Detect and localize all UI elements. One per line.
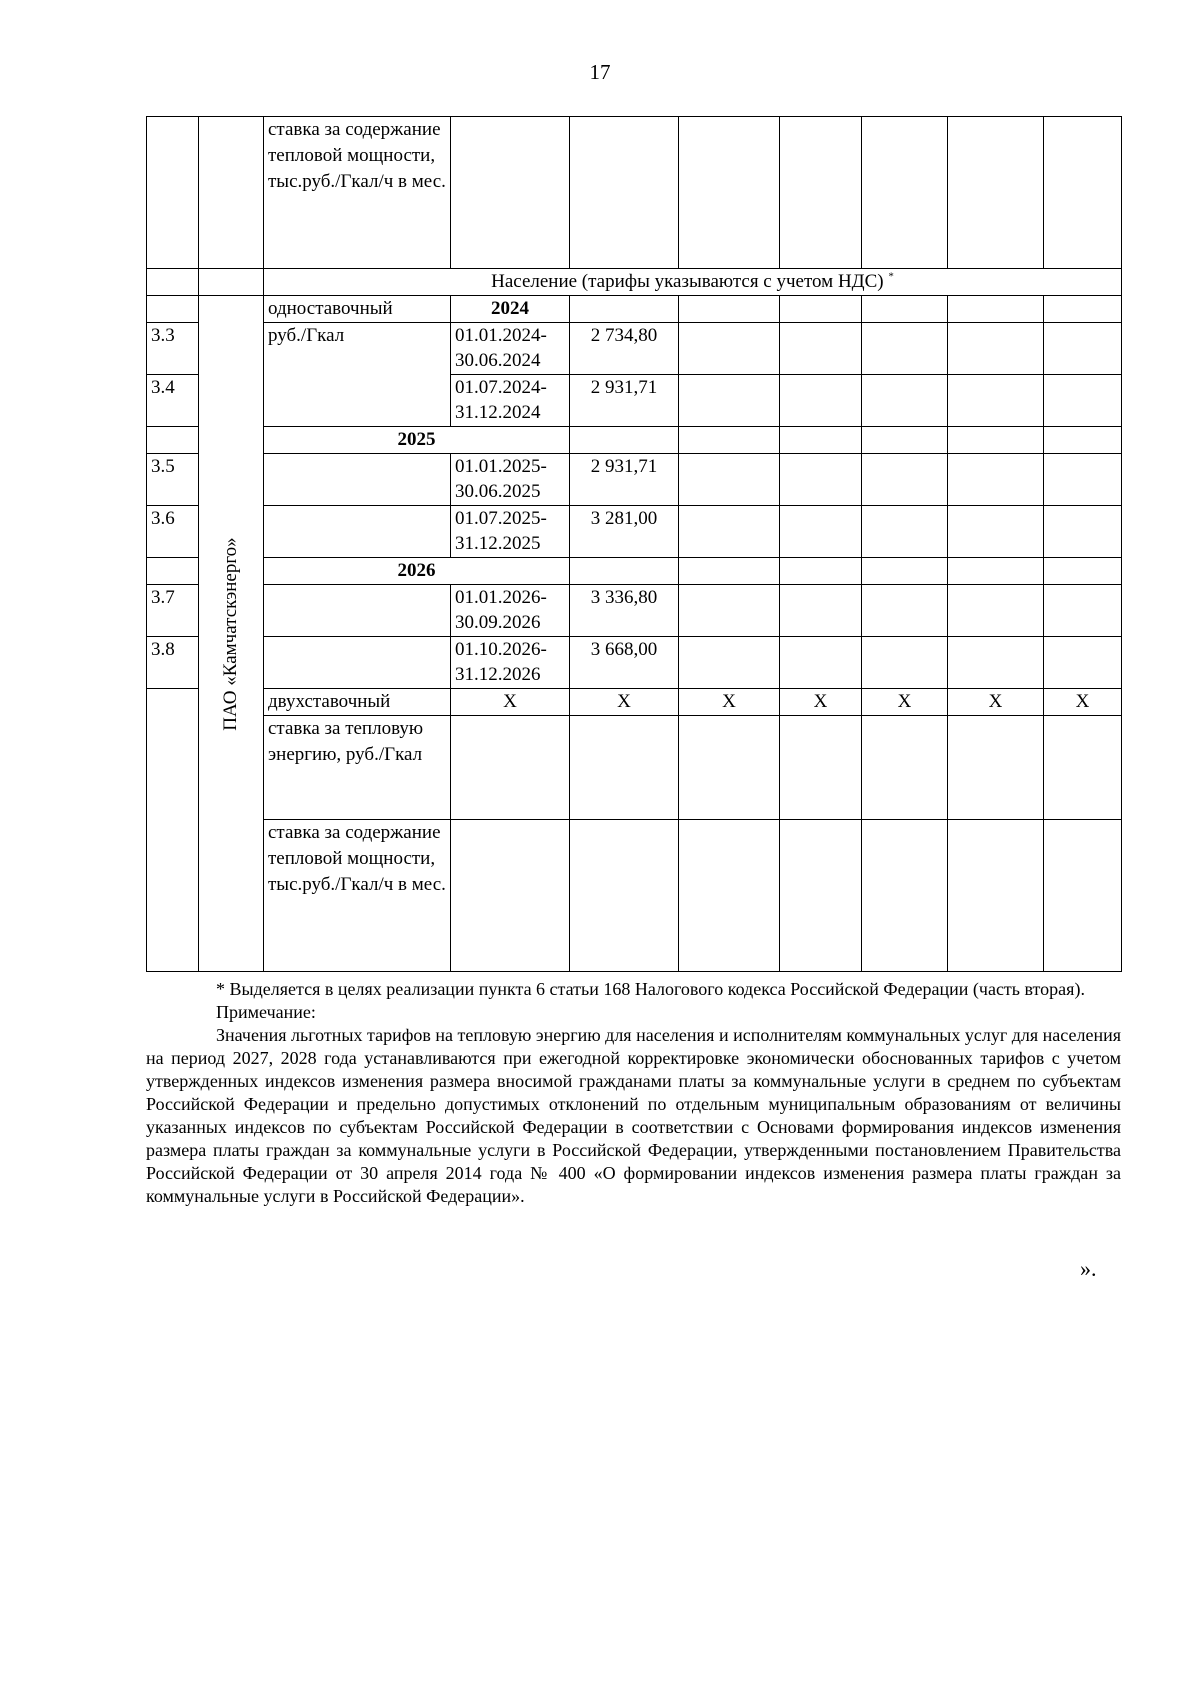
row-number: 3.4 <box>147 375 199 427</box>
table-row <box>147 427 1122 454</box>
page-number: 17 <box>589 60 611 84</box>
period-cell: 01.01.2025- 30.06.2025 <box>451 454 570 506</box>
table-row <box>147 454 1122 506</box>
x-mark: Х <box>570 689 679 716</box>
table-row <box>147 269 1122 296</box>
table-row <box>147 716 1122 820</box>
footer-notes <box>146 978 1121 1208</box>
table-row <box>147 117 1122 269</box>
org-cell-top <box>199 117 264 269</box>
x-mark: Х <box>780 689 862 716</box>
num-cell <box>147 689 199 972</box>
one-rate-unit: руб./Гкал <box>264 323 451 427</box>
table-row <box>147 296 1122 323</box>
table-row <box>147 689 1122 716</box>
capacity-rate-label: ставка за содержание тепловой мощности, тыс.руб./Гкал/ч в мес. <box>264 820 451 972</box>
period-cell: 01.07.2024- 31.12.2024 <box>451 375 570 427</box>
tariff-value: 3 668,00 <box>570 637 679 689</box>
one-rate-label: одноставочный <box>264 296 451 323</box>
x-mark: Х <box>948 689 1044 716</box>
period-cell: 01.01.2024- 30.06.2024 <box>451 323 570 375</box>
tariff-value: 3 281,00 <box>570 506 679 558</box>
table-row <box>147 637 1122 689</box>
tariff-value: 2 931,71 <box>570 454 679 506</box>
table-row <box>147 558 1122 585</box>
tariff-value: 2 931,71 <box>570 375 679 427</box>
x-mark: Х <box>862 689 948 716</box>
organization-name: ПАО «Камчатскэнерго» <box>220 536 241 731</box>
closing-quote: ». <box>1080 1256 1097 1281</box>
table-row <box>147 820 1122 972</box>
row-number: 3.8 <box>147 637 199 689</box>
section-header: Население (тарифы указываются с учетом НДС) * <box>264 269 1122 296</box>
organization-cell <box>199 296 264 972</box>
footnote: * Выделяется в целях реализации пункта 6 статьи 168 Налогового кодекса Российской Федерации (часть вторая). <box>216 979 1085 999</box>
note-text: Значения льготных тарифов на тепловую энергию для населения и исполнителям коммунальных услуг для населения на период 2027, 2028 года устанавливаются при ежегодной корректировке экономически обоснованных тарифов с учетом утвержденных индексов изменения размера вносимой гражданами платы за коммунальные услуги в среднем по субъектам Российской Федерации и предельно допустимых отклонений по отдельным муниципальным образованиям от величины указанных индексов по субъектам Российской Федерации в соответствии с Основами формирования индексов изменения размера платы граждан за коммунальные услуги в Российской Федерации, утвержденными постановлением Правительства Российской Федерации от 30 апреля 2014 года № 400 «О формировании индексов изменения размера платы граждан за коммунальные услуги в Российской Федерации». <box>146 1025 1121 1206</box>
row-number: 3.3 <box>147 323 199 375</box>
capacity-rate-label-top: ставка за содержание тепловой мощности, тыс.руб./Гкал/ч в мес. <box>264 117 451 269</box>
x-mark: Х <box>451 689 570 716</box>
period-cell: 01.07.2025- 31.12.2025 <box>451 506 570 558</box>
tariff-value: 2 734,80 <box>570 323 679 375</box>
table-row <box>147 585 1122 637</box>
year-header: 2025 <box>264 427 570 454</box>
row-number: 3.7 <box>147 585 199 637</box>
num-cell <box>147 117 199 269</box>
table-row <box>147 323 1122 375</box>
year-header: 2026 <box>264 558 570 585</box>
x-mark: Х <box>1044 689 1122 716</box>
row-number: 3.6 <box>147 506 199 558</box>
energy-rate-label: ставка за тепловую энергию, руб./Гкал <box>264 716 451 820</box>
table-row <box>147 506 1122 558</box>
row-number: 3.5 <box>147 454 199 506</box>
two-rate-label: двухставочный <box>264 689 451 716</box>
tariff-table <box>146 116 1122 972</box>
period-cell: 01.01.2026- 30.09.2026 <box>451 585 570 637</box>
year-header: 2024 <box>451 296 570 323</box>
note-title: Примечание: <box>216 1002 316 1022</box>
section-footnote-mark: * <box>888 270 894 283</box>
x-mark: Х <box>679 689 780 716</box>
tariff-value: 3 336,80 <box>570 585 679 637</box>
period-cell: 01.10.2026- 31.12.2026 <box>451 637 570 689</box>
